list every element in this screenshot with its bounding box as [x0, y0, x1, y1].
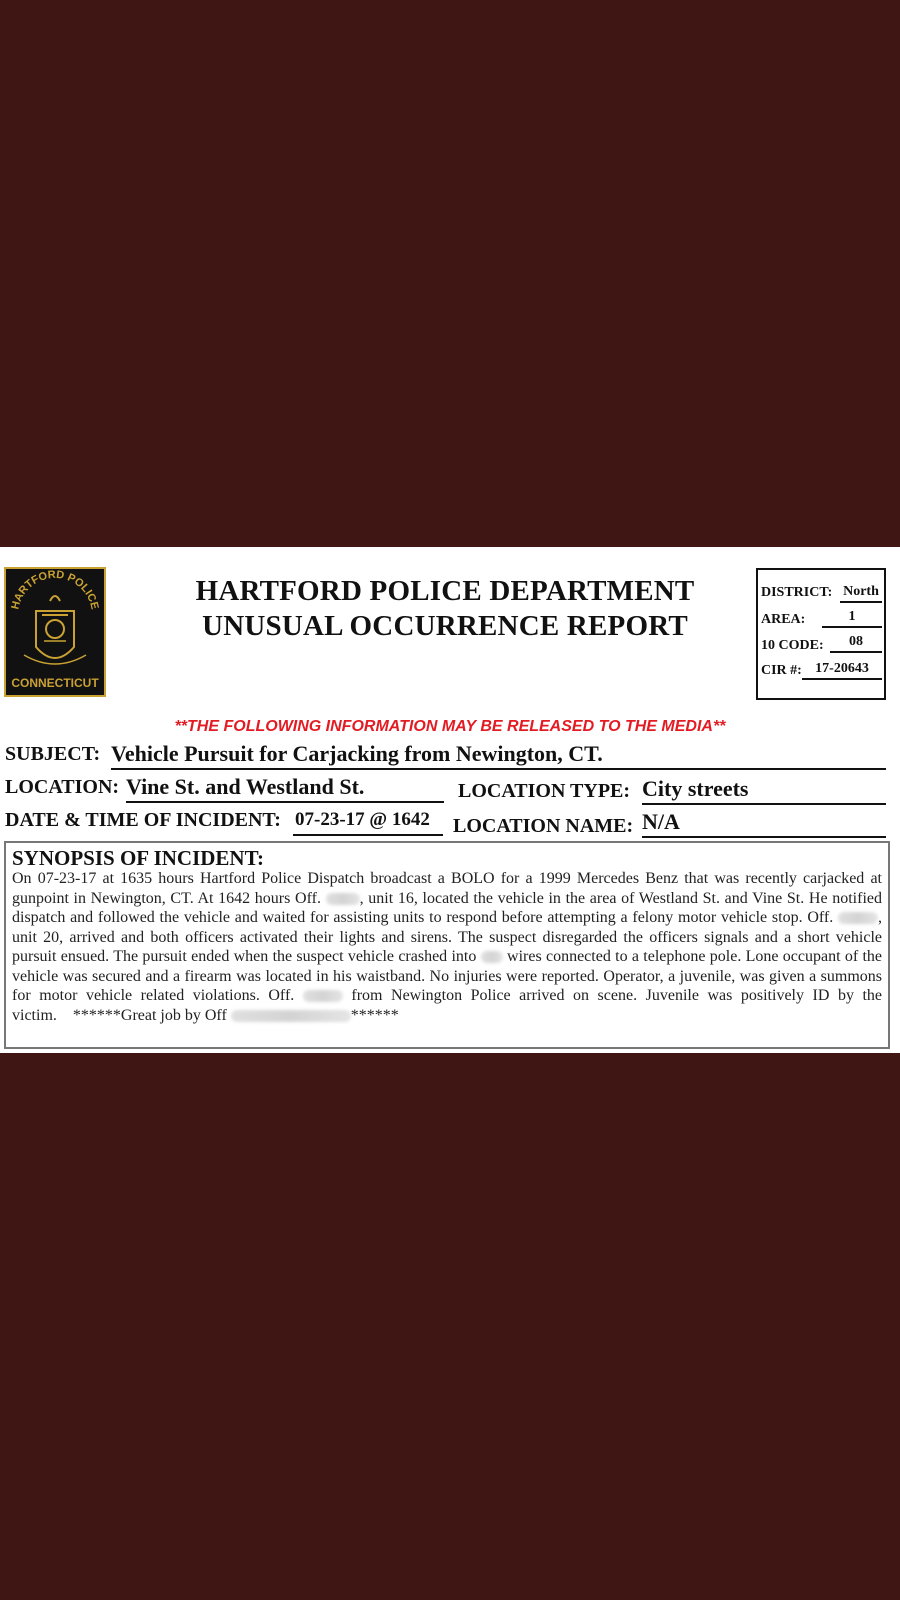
- report-document: [0, 547, 900, 1053]
- redacted-name: [231, 1010, 351, 1022]
- redacted-name: [838, 912, 878, 924]
- ten-code-label: 10 CODE:: [761, 638, 824, 653]
- subject-label: SUBJECT:: [5, 743, 101, 765]
- datetime-value: 07-23-17 @ 1642: [293, 808, 443, 836]
- svg-text:HARTFORD POLICE: HARTFORD POLICE: [9, 569, 101, 611]
- synopsis-box: [4, 841, 890, 1049]
- location-name-value: N/A: [642, 810, 886, 838]
- synopsis-text: On 07-23-17 at 1635 hours Hartford Police Dispatch broadcast a BOLO for a 1999 Mercedes Benz that was recently carjacked at gunpoint in Newington, CT. At 1642 hours Off. , unit 16, located the vehicle in the area of Westland St. and Vine St. He notified dispatch and followed the vehicle and waited for assisting units to respond before attempting a felony motor vehicle stop. Off. , unit 20, arrived and both officers activated their lights and sirens. The suspect disregarded the officers signals and a short vehicle pursuit ensued. The pursuit ended when the suspect vehicle crashed into wires connected to a telephone pole. Lone occupant of the vehicle was secured and a firearm was located in his waistband. No injuries were reported. Operator, a juvenile, was given a summons for motor vehicle related violations. Off. from Newington Police arrived on scene. Juvenile was positively ID by the victim. ******Great job by Off ******: [12, 870, 883, 1024]
- department-title: HARTFORD POLICE DEPARTMENT: [195, 575, 695, 607]
- cir-value: 17-20643: [802, 660, 882, 680]
- district-info-box: [756, 568, 886, 700]
- location-name-label: LOCATION NAME:: [453, 815, 634, 837]
- hartford-police-badge-logo: [4, 567, 106, 697]
- location-value: Vine St. and Westland St.: [126, 775, 444, 803]
- subject-value: Vehicle Pursuit for Carjacking from Newington, CT.: [111, 742, 886, 770]
- area-value: 1: [822, 608, 882, 628]
- ten-code-value: 08: [830, 633, 882, 653]
- synopsis-title: SYNOPSIS OF INCIDENT:: [12, 846, 265, 870]
- datetime-label: DATE & TIME OF INCIDENT:: [5, 809, 281, 831]
- svg-text:CONNECTICUT: CONNECTICUT: [11, 676, 99, 690]
- location-label: LOCATION:: [5, 776, 120, 798]
- location-type-value: City streets: [642, 777, 886, 805]
- district-value: North: [840, 583, 882, 603]
- area-label: AREA:: [761, 612, 806, 627]
- media-release-notice: **THE FOLLOWING INFORMATION MAY BE RELEASED TO THE MEDIA**: [174, 718, 726, 735]
- redacted-word: [481, 951, 503, 963]
- report-title: UNUSUAL OCCURRENCE REPORT: [202, 610, 688, 642]
- cir-label: CIR #:: [761, 663, 802, 678]
- district-label: DISTRICT:: [761, 585, 833, 600]
- redacted-name: [326, 893, 360, 905]
- location-type-label: LOCATION TYPE:: [458, 780, 631, 802]
- redacted-name: [303, 990, 343, 1002]
